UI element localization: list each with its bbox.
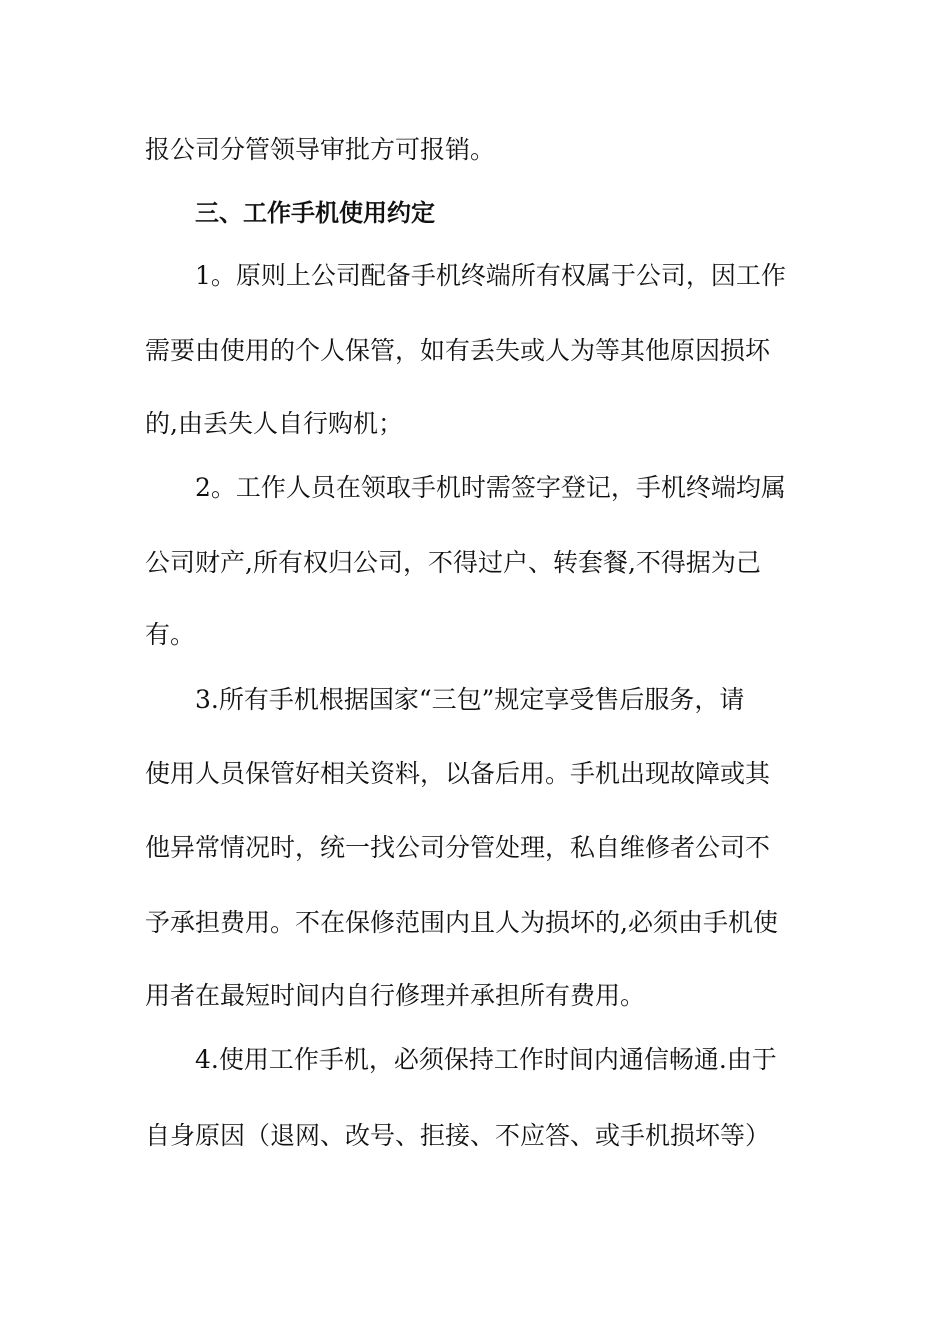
paragraph-line: 的,由丢失人自行购机； — [145, 409, 403, 438]
paragraph-line: 需要由使用的个人保管，如有丢失或人为等其他原因损坏 — [145, 336, 771, 365]
paragraph-line: 有。 — [145, 620, 196, 649]
paragraph-line: 使用人员保管好相关资料，以备后用。手机出现故障或其 — [145, 759, 771, 788]
paragraph-line: 3.所有手机根据国家“三包”规定享受售后服务，请 — [195, 685, 745, 714]
paragraph-line: 4.使用工作手机，必须保持工作时间内通信畅通.由于 — [195, 1045, 777, 1074]
paragraph-line: 用者在最短时间内自行修理并承担所有费用。 — [145, 981, 646, 1010]
paragraph-line: 报公司分管领导审批方可报销。 — [145, 135, 496, 164]
paragraph-line: 自身原因（退网、改号、拒接、不应答、或手机损坏等） — [145, 1121, 771, 1150]
paragraph-line: 1。原则上公司配备手机终端所有权属于公司，因工作 — [195, 261, 786, 290]
paragraph-line: 予承担费用。不在保修范围内且人为损坏的,必须由手机使 — [145, 908, 778, 937]
paragraph-line: 2。工作人员在领取手机时需签字登记，手机终端均属 — [195, 473, 786, 502]
paragraph-line: 他异常情况时，统一找公司分管处理，私自维修者公司不 — [145, 833, 771, 862]
paragraph-line: 公司财产,所有权归公司，不得过户、转套餐,不得据为己 — [145, 548, 761, 577]
section-heading: 三、工作手机使用约定 — [195, 199, 435, 227]
